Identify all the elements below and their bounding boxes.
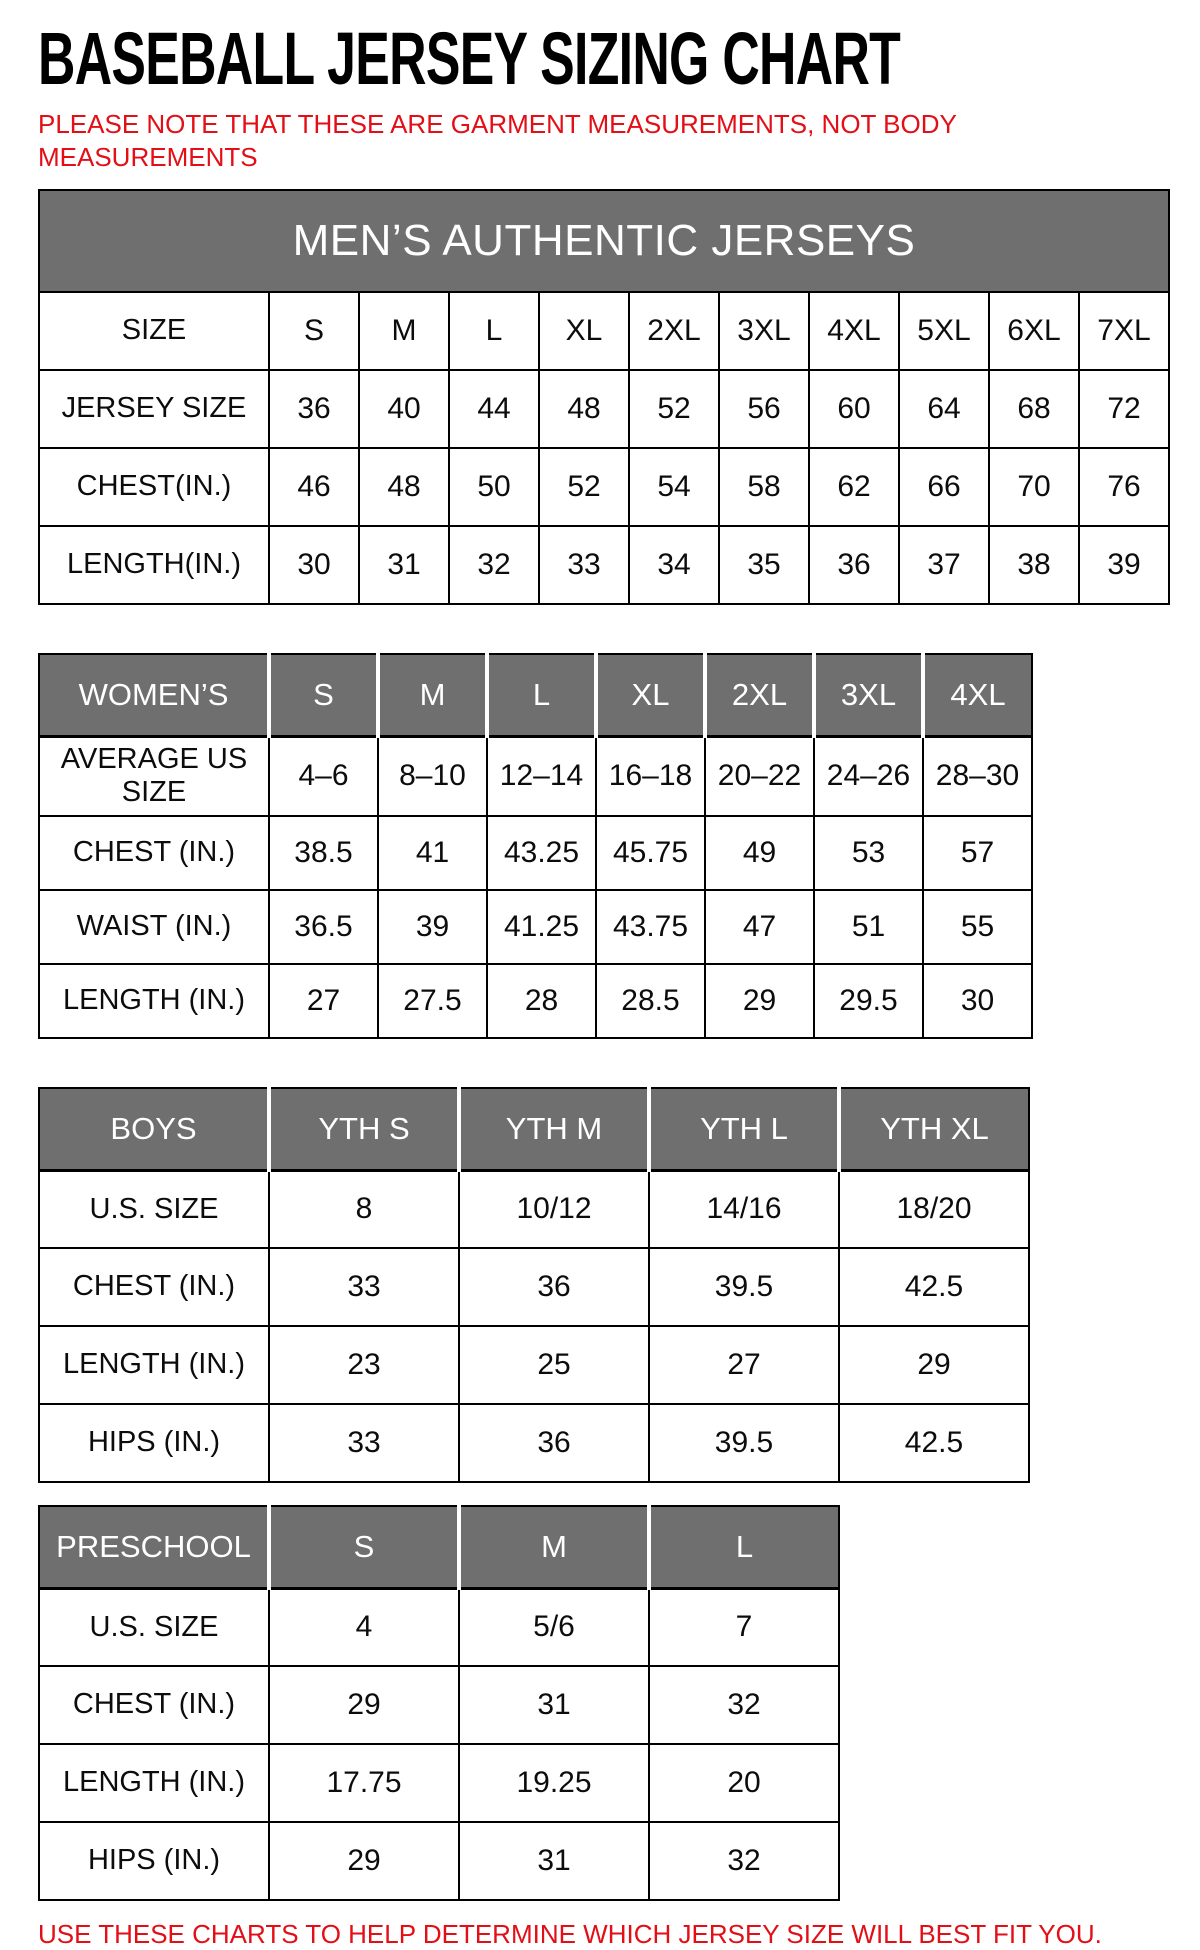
page-title: BASEBALL JERSEY SIZING CHART bbox=[38, 17, 901, 100]
value-cell: 42.5 bbox=[839, 1404, 1029, 1482]
row-label: HIPS (IN.) bbox=[39, 1822, 269, 1900]
table-row bbox=[39, 448, 1169, 526]
value-cell: S bbox=[269, 292, 359, 370]
value-cell: 42.5 bbox=[839, 1248, 1029, 1326]
column-header: YTH S bbox=[269, 1088, 459, 1170]
row-label: U.S. SIZE bbox=[39, 1588, 269, 1666]
value-cell: 39 bbox=[1079, 526, 1169, 604]
value-cell: XL bbox=[539, 292, 629, 370]
value-cell: 33 bbox=[269, 1248, 459, 1326]
value-cell: 60 bbox=[809, 370, 899, 448]
preschool-sizing-table bbox=[38, 1505, 840, 1901]
value-cell: 29 bbox=[269, 1666, 459, 1744]
value-cell: 38.5 bbox=[269, 816, 378, 890]
table-row bbox=[39, 964, 1032, 1038]
table-row bbox=[39, 890, 1032, 964]
value-cell: 45.75 bbox=[596, 816, 705, 890]
value-cell: 36 bbox=[459, 1248, 649, 1326]
value-cell: 35 bbox=[719, 526, 809, 604]
value-cell: 30 bbox=[923, 964, 1032, 1038]
value-cell: M bbox=[359, 292, 449, 370]
value-cell: 10/12 bbox=[459, 1170, 649, 1248]
value-cell: 32 bbox=[649, 1666, 839, 1744]
value-cell: 66 bbox=[899, 448, 989, 526]
value-cell: 5XL bbox=[899, 292, 989, 370]
preschool-header-label: PRESCHOOL bbox=[39, 1506, 269, 1588]
table-row bbox=[39, 292, 1169, 370]
value-cell: 40 bbox=[359, 370, 449, 448]
table-row bbox=[39, 1170, 1029, 1248]
value-cell: 57 bbox=[923, 816, 1032, 890]
value-cell: 68 bbox=[989, 370, 1079, 448]
value-cell: 56 bbox=[719, 370, 809, 448]
table-row bbox=[39, 370, 1169, 448]
value-cell: 36 bbox=[269, 370, 359, 448]
value-cell: 29 bbox=[839, 1326, 1029, 1404]
row-label: LENGTH(IN.) bbox=[39, 526, 269, 604]
column-header: L bbox=[649, 1506, 839, 1588]
column-header: L bbox=[487, 654, 596, 736]
column-header: 3XL bbox=[814, 654, 923, 736]
value-cell: 37 bbox=[899, 526, 989, 604]
value-cell: 72 bbox=[1079, 370, 1169, 448]
womens-header-row bbox=[39, 654, 1032, 736]
value-cell: 36.5 bbox=[269, 890, 378, 964]
value-cell: 39.5 bbox=[649, 1404, 839, 1482]
value-cell: 25 bbox=[459, 1326, 649, 1404]
value-cell: 5/6 bbox=[459, 1588, 649, 1666]
column-header: S bbox=[269, 654, 378, 736]
row-label: SIZE bbox=[39, 292, 269, 370]
value-cell: 7XL bbox=[1079, 292, 1169, 370]
value-cell: 38 bbox=[989, 526, 1079, 604]
value-cell: L bbox=[449, 292, 539, 370]
value-cell: 36 bbox=[459, 1404, 649, 1482]
row-label: CHEST (IN.) bbox=[39, 1666, 269, 1744]
column-header: M bbox=[378, 654, 487, 736]
table-row bbox=[39, 816, 1032, 890]
value-cell: 31 bbox=[459, 1666, 649, 1744]
table-row bbox=[39, 1404, 1029, 1482]
womens-sizing-table bbox=[38, 653, 1033, 1039]
mens-banner: MEN’S AUTHENTIC JERSEYS bbox=[39, 190, 1169, 292]
value-cell: 2XL bbox=[629, 292, 719, 370]
value-cell: 30 bbox=[269, 526, 359, 604]
column-header: YTH L bbox=[649, 1088, 839, 1170]
column-header: YTH XL bbox=[839, 1088, 1029, 1170]
value-cell: 20 bbox=[649, 1744, 839, 1822]
value-cell: 44 bbox=[449, 370, 539, 448]
value-cell: 49 bbox=[705, 816, 814, 890]
boys-header-row bbox=[39, 1088, 1029, 1170]
table-row bbox=[39, 1822, 839, 1900]
value-cell: 34 bbox=[629, 526, 719, 604]
value-cell: 52 bbox=[629, 370, 719, 448]
value-cell: 31 bbox=[459, 1822, 649, 1900]
column-header: XL bbox=[596, 654, 705, 736]
value-cell: 27 bbox=[269, 964, 378, 1038]
mens-authentic-jerseys-table bbox=[38, 189, 1170, 605]
value-cell: 33 bbox=[539, 526, 629, 604]
value-cell: 48 bbox=[359, 448, 449, 526]
table-row bbox=[39, 1666, 839, 1744]
value-cell: 4 bbox=[269, 1588, 459, 1666]
row-label: LENGTH (IN.) bbox=[39, 1744, 269, 1822]
row-label: LENGTH (IN.) bbox=[39, 964, 269, 1038]
value-cell: 6XL bbox=[989, 292, 1079, 370]
value-cell: 55 bbox=[923, 890, 1032, 964]
value-cell: 53 bbox=[814, 816, 923, 890]
value-cell: 19.25 bbox=[459, 1744, 649, 1822]
value-cell: 43.75 bbox=[596, 890, 705, 964]
value-cell: 17.75 bbox=[269, 1744, 459, 1822]
row-label: LENGTH (IN.) bbox=[39, 1326, 269, 1404]
boys-header-label: BOYS bbox=[39, 1088, 269, 1170]
table-row bbox=[39, 1588, 839, 1666]
table-row bbox=[39, 1248, 1029, 1326]
value-cell: 62 bbox=[809, 448, 899, 526]
column-header: 4XL bbox=[923, 654, 1032, 736]
value-cell: 27.5 bbox=[378, 964, 487, 1038]
value-cell: 47 bbox=[705, 890, 814, 964]
value-cell: 29 bbox=[269, 1822, 459, 1900]
row-label: AVERAGE US SIZE bbox=[39, 736, 269, 816]
garment-measurements-note: PLEASE NOTE THAT THESE ARE GARMENT MEASUREMENTS, NOT BODY MEASUREMENTS bbox=[38, 109, 957, 172]
boys-sizing-table bbox=[38, 1087, 1030, 1483]
row-label: WAIST (IN.) bbox=[39, 890, 269, 964]
value-cell: 31 bbox=[359, 526, 449, 604]
value-cell: 8 bbox=[269, 1170, 459, 1248]
table-row bbox=[39, 526, 1169, 604]
row-label: CHEST(IN.) bbox=[39, 448, 269, 526]
value-cell: 14/16 bbox=[649, 1170, 839, 1248]
value-cell: 46 bbox=[269, 448, 359, 526]
row-label: U.S. SIZE bbox=[39, 1170, 269, 1248]
value-cell: 12–14 bbox=[487, 736, 596, 816]
value-cell: 32 bbox=[649, 1822, 839, 1900]
value-cell: 29.5 bbox=[814, 964, 923, 1038]
value-cell: 50 bbox=[449, 448, 539, 526]
value-cell: 58 bbox=[719, 448, 809, 526]
value-cell: 18/20 bbox=[839, 1170, 1029, 1248]
value-cell: 54 bbox=[629, 448, 719, 526]
value-cell: 70 bbox=[989, 448, 1079, 526]
value-cell: 27 bbox=[649, 1326, 839, 1404]
value-cell: 23 bbox=[269, 1326, 459, 1404]
row-label: CHEST (IN.) bbox=[39, 816, 269, 890]
value-cell: 39.5 bbox=[649, 1248, 839, 1326]
row-label: HIPS (IN.) bbox=[39, 1404, 269, 1482]
value-cell: 7 bbox=[649, 1588, 839, 1666]
column-header: S bbox=[269, 1506, 459, 1588]
value-cell: 33 bbox=[269, 1404, 459, 1482]
table-row bbox=[39, 1326, 1029, 1404]
preschool-header-row bbox=[39, 1506, 839, 1588]
column-header: M bbox=[459, 1506, 649, 1588]
value-cell: 43.25 bbox=[487, 816, 596, 890]
value-cell: 4XL bbox=[809, 292, 899, 370]
value-cell: 8–10 bbox=[378, 736, 487, 816]
value-cell: 41 bbox=[378, 816, 487, 890]
row-label: CHEST (IN.) bbox=[39, 1248, 269, 1326]
value-cell: 28.5 bbox=[596, 964, 705, 1038]
womens-header-label: WOMEN’S bbox=[39, 654, 269, 736]
value-cell: 51 bbox=[814, 890, 923, 964]
value-cell: 29 bbox=[705, 964, 814, 1038]
value-cell: 64 bbox=[899, 370, 989, 448]
value-cell: 4–6 bbox=[269, 736, 378, 816]
value-cell: 32 bbox=[449, 526, 539, 604]
value-cell: 28–30 bbox=[923, 736, 1032, 816]
table-row bbox=[39, 736, 1032, 816]
value-cell: 3XL bbox=[719, 292, 809, 370]
value-cell: 36 bbox=[809, 526, 899, 604]
value-cell: 52 bbox=[539, 448, 629, 526]
value-cell: 48 bbox=[539, 370, 629, 448]
value-cell: 24–26 bbox=[814, 736, 923, 816]
column-header: YTH M bbox=[459, 1088, 649, 1170]
footer-note: USE THESE CHARTS TO HELP DETERMINE WHICH JERSEY SIZE WILL BEST FIT YOU. bbox=[38, 1919, 1102, 1949]
value-cell: 28 bbox=[487, 964, 596, 1038]
value-cell: 20–22 bbox=[705, 736, 814, 816]
row-label: JERSEY SIZE bbox=[39, 370, 269, 448]
value-cell: 41.25 bbox=[487, 890, 596, 964]
value-cell: 39 bbox=[378, 890, 487, 964]
table-row bbox=[39, 1744, 839, 1822]
value-cell: 76 bbox=[1079, 448, 1169, 526]
column-header: 2XL bbox=[705, 654, 814, 736]
value-cell: 16–18 bbox=[596, 736, 705, 816]
